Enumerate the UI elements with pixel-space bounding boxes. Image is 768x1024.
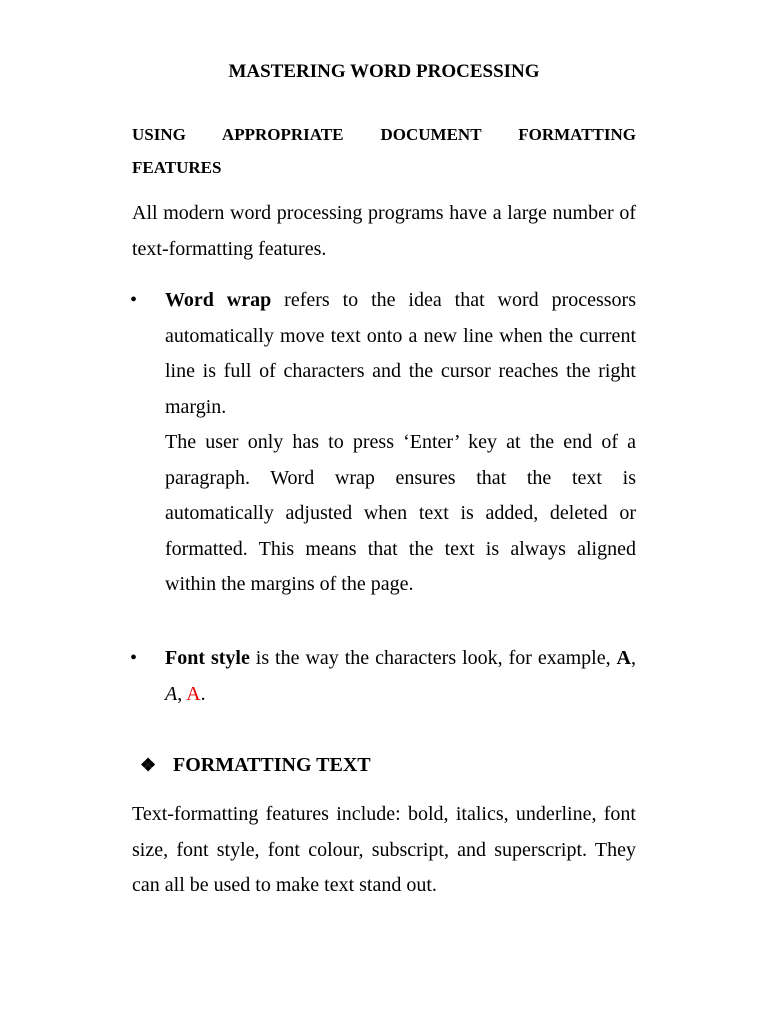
example-separator: ,	[177, 682, 187, 705]
bullet-marker: •	[130, 647, 138, 669]
subheading-line-2: FEATURES	[132, 158, 222, 177]
example-italic: A	[165, 682, 178, 705]
bullet-word-wrap	[165, 283, 636, 603]
bullet-marker: •	[130, 289, 138, 311]
word-wrap-definition	[165, 283, 636, 425]
example-red: A	[186, 682, 201, 705]
outro-paragraph: Text-formatting features include: bold, italics, underline, font size, font style, font colour, subscript, and superscript. They can all be used to make text stand out.	[132, 803, 636, 896]
intro-paragraph: All modern word processing programs have a large number of text-formatting features.	[132, 202, 636, 260]
term-word-wrap: Word wrap	[165, 289, 272, 311]
example-bold: A	[616, 647, 631, 669]
page-title: MASTERING WORD PROCESSING	[228, 61, 540, 82]
section-title: FORMATTING TEXT	[173, 754, 371, 776]
subheading-line-1: USING APPROPRIATE DOCUMENT FORMATTING	[132, 125, 636, 144]
example-separator: ,	[630, 647, 636, 669]
section-heading	[140, 749, 371, 782]
subheading	[132, 118, 636, 184]
example-end: .	[200, 682, 206, 705]
word-wrap-text: refers to the idea that word processors automatically move text onto a new line when the current line is full of characters and the cursor reaches the right margin.	[165, 289, 636, 418]
font-style-definition	[165, 641, 636, 712]
font-style-text: is the way the characters look, for example,	[249, 647, 617, 669]
word-wrap-extra: The user only has to press ‘Enter’ key at the end of a paragraph. Word wrap ensures that the text is automatically adjusted when text is added, deleted or formatted. This means that the text is always aligned within the margins of the page.	[165, 431, 636, 595]
diamond-bullet-icon: ❖	[140, 755, 157, 775]
bullet-font-style	[165, 641, 636, 712]
term-font-style: Font style	[165, 647, 250, 669]
